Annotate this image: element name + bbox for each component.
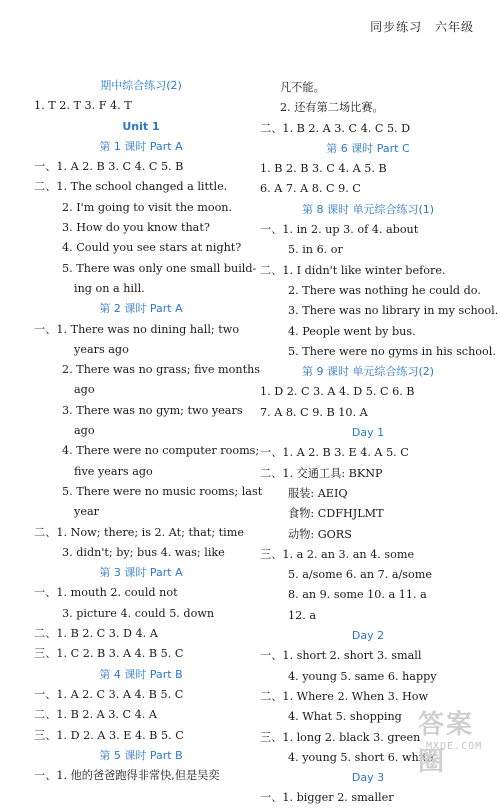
page-header (362, 18, 474, 35)
section-heading: Day 1 (351, 426, 385, 440)
answer-column-left (34, 76, 263, 786)
answer-line: 二、1. The school changed a little. (34, 180, 228, 194)
answer-line: 三、1. long 2. black 3. green (260, 730, 421, 744)
answer-line: 三、1. C 2. B 3. A 4. B 5. C (34, 647, 184, 661)
section-heading: 第 8 课时 单元综合练习(1) (301, 202, 435, 216)
header-book-title: 同步练习 (370, 20, 423, 34)
answer-line: 5. There were no music rooms; last (62, 484, 263, 498)
answer-line: 一、1. A 2. C 3. A 4. B 5. C (34, 687, 184, 701)
answer-line: 4. People went by bus. (288, 324, 416, 338)
section-heading: 第 6 课时 Part C (326, 141, 410, 155)
section-heading: Day 2 (351, 629, 385, 643)
watermark-logo (414, 704, 494, 777)
answer-line: 一、1. 他的爸爸跑得非常快,但是吴奕 (34, 769, 220, 783)
answer-line: 二、1. B 2. C 3. D 4. A (34, 627, 158, 641)
answer-line: 12. a (288, 608, 317, 622)
answer-line: 5. in 6. or (288, 243, 343, 257)
answer-line: 动物: GORS (288, 527, 352, 541)
answer-line: 4. young 5. same 6. happy (288, 669, 437, 683)
answer-line: 服装: AEIQ (288, 486, 348, 500)
answer-line: 3. How do you know that? (62, 221, 210, 235)
answer-line: 一、1. A 2. B 3. E 4. A 5. C (260, 446, 409, 460)
answer-line: 二、1. B 2. A 3. C 4. C 5. D (260, 121, 411, 135)
section-heading: 第 3 课时 Part A (99, 566, 183, 580)
answer-line: 二、1. Now; there; is 2. At; that; time (34, 525, 244, 539)
answer-line: ago (74, 424, 95, 438)
section-heading: 期中综合练习(2) (100, 79, 182, 92)
answer-line: 2. 还有第二场比赛。 (280, 101, 384, 115)
answer-line: 5. There were no gyms in his school. (288, 344, 496, 358)
answer-line: 4. There were no computer rooms; (62, 444, 260, 458)
answer-line: 2. There was no grass; five months (62, 363, 261, 377)
answer-line: 一、1. mouth 2. could not (34, 586, 178, 600)
watermark-text: 答案圈 (418, 710, 475, 777)
answer-line: 凡不能。 (280, 81, 325, 94)
answer-line: 8. an 9. some 10. a 11. a (288, 588, 427, 602)
answer-line: 三、1. D 2. A 3. E 4. B 5. C (34, 728, 184, 742)
answer-column-right (260, 78, 499, 809)
answer-line: 2. There was nothing he could do. (288, 283, 481, 297)
answer-line: 二、1. B 2. A 3. C 4. A (34, 708, 157, 722)
answer-line: years ago (74, 342, 129, 356)
answer-line: 二、1. 交通工具: BKNP (260, 466, 383, 480)
answer-line: 5. There was only one small build- (62, 261, 257, 275)
answer-line: 4. What 5. shopping (288, 710, 402, 724)
answer-line: five years ago (74, 464, 153, 478)
section-heading: 第 5 课时 Part B (99, 748, 183, 762)
answer-line: year (74, 505, 99, 519)
answer-line: 6. A 7. A 8. C 9. C (260, 182, 361, 196)
answer-line: 2. I'm going to visit the moon. (62, 200, 233, 214)
answer-line: 1. T 2. T 3. F 4. T (34, 99, 132, 113)
answer-line: 5. a/some 6. an 7. a/some (288, 568, 432, 582)
answer-line: 三、1. a 2. an 3. an 4. some (260, 547, 415, 561)
answer-line: ago (74, 383, 95, 397)
section-heading: Unit 1 (122, 119, 160, 133)
answer-line: 1. D 2. C 3. A 4. D 5. C 6. B (260, 385, 415, 399)
section-heading: 第 4 课时 Part B (99, 667, 183, 681)
section-heading: 第 9 课时 单元综合练习(2) (301, 365, 435, 379)
answer-line: ing on a hill. (74, 281, 145, 295)
answer-line: 食物: CDFHJLMT (288, 507, 384, 521)
answer-line: 4. Could you see stars at night? (62, 241, 242, 255)
answer-line: 4. young 5. short 6. white (288, 750, 434, 764)
answer-line: 一、1. A 2. B 3. C 4. C 5. B (34, 160, 184, 174)
answer-line: 3. There was no gym; two years (62, 403, 243, 417)
answer-line: 二、1. Where 2. When 3. How (260, 689, 429, 703)
answer-line: 3. didn't; by; bus 4. was; like (62, 545, 225, 559)
watermark-url: MXQE.COM (426, 741, 483, 752)
answer-line: 一、1. short 2. short 3. small (260, 649, 422, 663)
answer-line: 一、1. bigger 2. smaller (260, 791, 394, 805)
section-heading: 第 1 课时 Part A (99, 139, 183, 153)
header-grade: 六年级 (434, 20, 474, 34)
answer-line: 3. There was no library in my school. (288, 304, 499, 318)
answer-line: 1. B 2. B 3. C 4. A 5. B (260, 162, 387, 176)
answer-line: 3. picture 4. could 5. down (62, 606, 215, 620)
answer-line: 7. A 8. C 9. B 10. A (260, 405, 368, 419)
section-heading: Day 3 (351, 771, 385, 785)
answer-line: 一、1. There was no dining hall; two (34, 322, 240, 336)
answer-line: 一、1. in 2. up 3. of 4. about (260, 223, 419, 237)
answer-line: 二、1. I didn't like winter before. (260, 263, 446, 277)
section-heading: 第 2 课时 Part A (99, 302, 183, 316)
